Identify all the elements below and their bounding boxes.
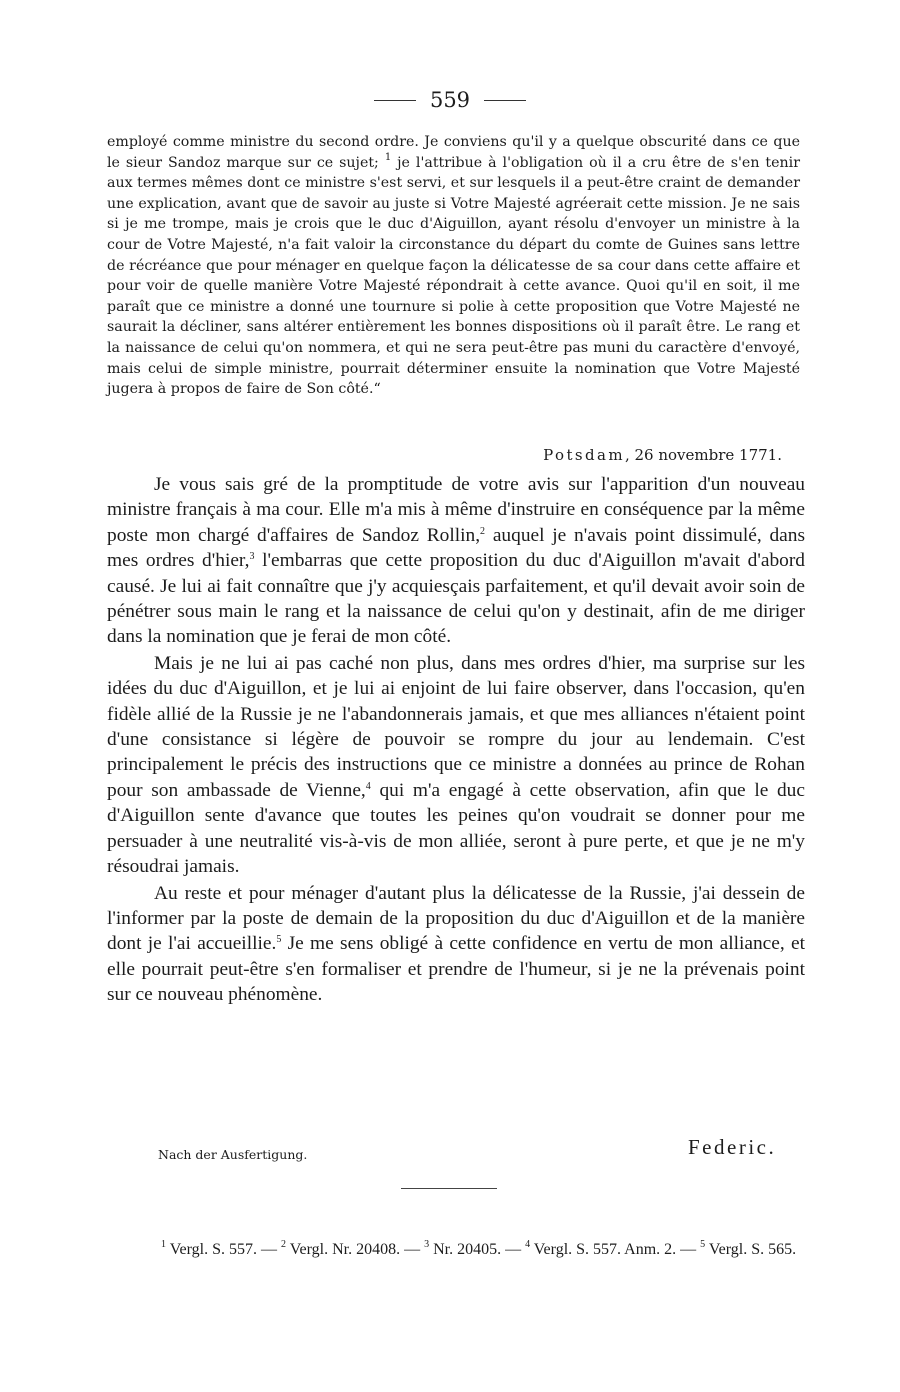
footnotes [113, 1238, 813, 1261]
footnote-3-mark: 3 [424, 1239, 430, 1250]
quote-text-a: employé comme ministre du second ordre. Je conviens qu'il y a quelque obscurité dans ce que le sieur Sandoz marque sur ce sujet; [107, 134, 800, 171]
letter-p1-text-a: Je vous sais gré de la promptitude de votre avis sur l'apparition d'un nouveau ministre français à ma cour. Elle m'a mis à même d'instruire en conséquence par la même poste mon chargé d'affaires de Sandoz Rollin, [107, 474, 805, 546]
header-dash-left [374, 100, 416, 101]
dateline-place: Potsdam [543, 446, 625, 464]
footnote-line [113, 1238, 813, 1261]
footnote-mark-3: 3 [249, 551, 255, 563]
letter-p2-text-a: Mais je ne lui ai pas caché non plus, dans mes ordres d'hier, ma surprise sur les idées du duc d'Aiguillon, et je lui ai enjoint de lui faire observer, dans l'occasion, qu'en fidèle allié de la Russie je ne l'abandonnerais jamais, et que mes alliances n'étaient point d'une consistance si légère de pouvoir se rompre du jour au lendemain. C'est principalement le précis des instructions que ce ministre a données au prince de Rohan pour son ambassade de Vienne, [107, 652, 805, 801]
dateline-date: , 26 novembre 1771. [624, 446, 782, 464]
footnote-1-text: Vergl. S. 557. — [166, 1241, 281, 1258]
signature: Federic. [688, 1135, 777, 1159]
footnote-5-mark: 5 [700, 1239, 706, 1250]
page-header [0, 88, 900, 112]
footnote-mark-1: 1 [384, 151, 392, 163]
quote-text-b: je l'attribue à l'obligation où il a cru être de s'en tenir aux termes mêmes dont ce ministre s'est servi, et sur lesquels il a peut-être craint de demander une explication, avant que de savoir au juste si Votre Majesté agréerait cette mission. Je ne sais si je me trompe, mais je crois que le duc d'Aiguillon, ayant résolu d'envoyer un ministre à la cour de Votre Majesté, n'a fait valoir la circonstance du départ du comte de Guines sans lettre de récréance que pour ménager en quelque façon la délicatesse de sa cour dans cette affaire et pour voir de quelle manière Votre Majesté répondrait à cette avance. Quoi qu'il en soit, il me paraît que ce ministre a donné une tournure si polie à cette proposition que Votre Majesté ne saurait la décliner, sans altérer entièrement les bonnes dispositions où il paraît être. Le rang et la naissance de celui qu'on nommera, et qui ne sera peut-être pas muni du caractère d'envoyé, mais celui de simple ministre, pourrait déterminer ensuite la nomination que Votre Majesté jugera à propos de faire de Son côté.“ [107, 154, 800, 398]
quoted-paragraph [107, 132, 800, 400]
source-note: Nach der Ausfertigung. [158, 1147, 308, 1162]
dateline [107, 446, 782, 464]
letter-p1-text-b: auquel je n'avais point dissimulé, dans mes ordres d'hier, [107, 524, 805, 572]
footnote-2-mark: 2 [280, 1239, 286, 1250]
letter-paragraph-1 [107, 472, 805, 650]
letter-p3-text-b: Je me sens obligé à cette confidence en vertu de mon alliance, et elle pourrait peut-être s'en formaliser et prendre de l'humeur, si je ne la prévenais point sur ce nouveau phénomène. [107, 933, 805, 1006]
footnote-1-mark: 1 [161, 1239, 166, 1250]
footnote-4-mark: 4 [525, 1239, 531, 1250]
footnote-mark-4: 4 [365, 780, 371, 792]
letter-p1-text-c: l'embarras que cette proposition du duc d'Aiguillon m'avait d'abord causé. Je lui ai fait connaître que j'y acquiesçais parfaitement, et qu'il devait avoir soin de pénétrer sous main le rang et la naissance de celui qu'on y destinait, afin de me diriger dans la nomination que je ferai de mon côté. [107, 550, 805, 648]
footnote-mark-5: 5 [276, 934, 282, 946]
footnote-3-text: Nr. 20405. — [429, 1241, 526, 1258]
letter-p2-text-b: qui m'a engagé à cette observation, afin que le duc d'Aiguillon sente d'avance que toutes les peines qu'on voudrait se donner pour me persuader à une neutralité vis-à-vis de mon alliée, seront à pure perte, et que je ne m'y résoudrai jamais. [107, 779, 805, 878]
footnote-mark-2: 2 [480, 525, 486, 537]
letter-p3-text-a: Au reste et pour ménager d'autant plus la délicatesse de la Russie, j'ai dessein de l'informer par la poste de demain de la proposition du duc d'Aiguillon et de la manière dont je l'ai accueillie. [107, 882, 805, 955]
footnote-4-text: Vergl. S. 557. Anm. 2. — [530, 1241, 701, 1258]
page-number: 559 [429, 88, 471, 112]
footnote-5-text: Vergl. S. 565. [705, 1241, 797, 1258]
letter-paragraph-2 [107, 651, 805, 880]
letter-body [107, 472, 805, 1008]
header-dash-right [484, 100, 526, 101]
footnote-separator [401, 1188, 497, 1189]
quoted-report [107, 132, 800, 400]
footnote-2-text: Vergl. Nr. 20408. — [285, 1241, 425, 1258]
letter-paragraph-3 [107, 881, 805, 1008]
